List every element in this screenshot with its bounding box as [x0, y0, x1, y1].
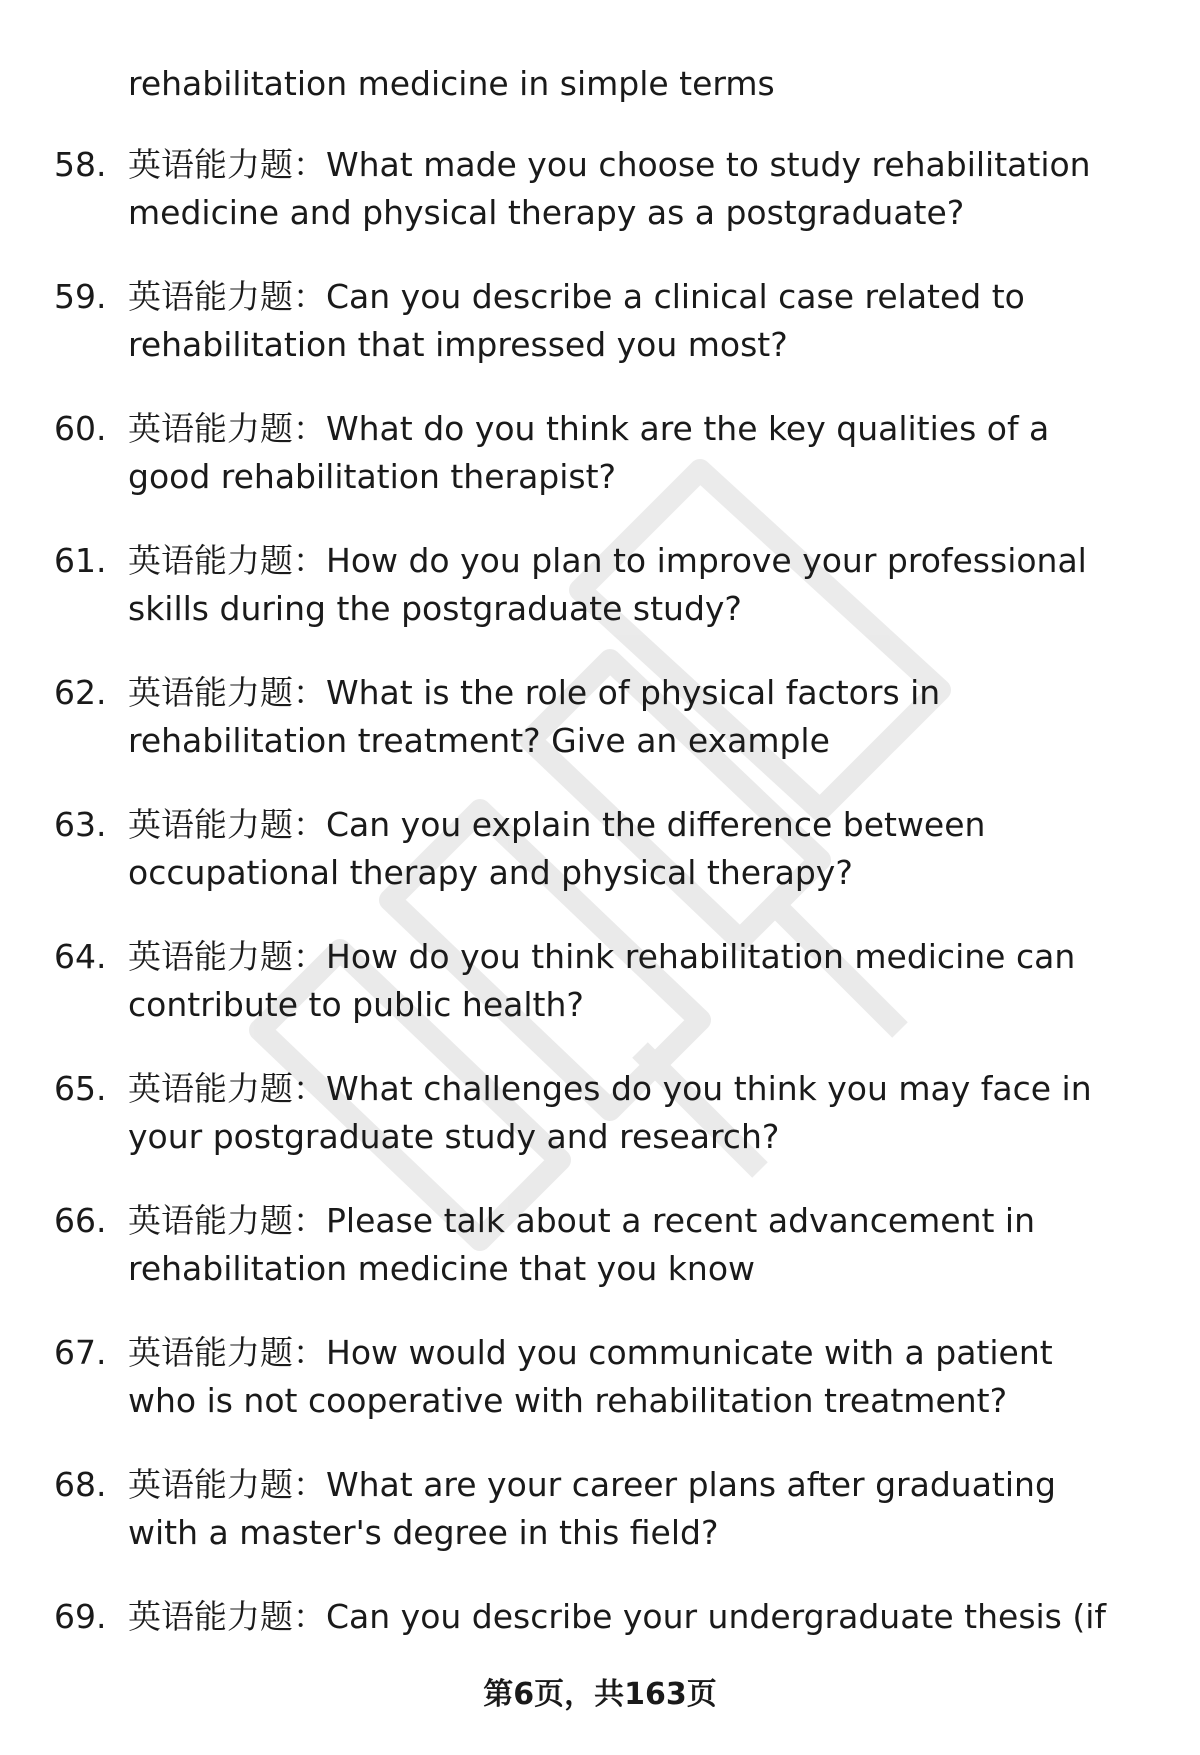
question-line-1: [128, 537, 1168, 585]
page-footer: 第6页，共163页: [483, 1677, 717, 1712]
question-number: 68.: [54, 1465, 107, 1504]
question-line-1-text: How do you think rehabilitation medicine can: [326, 937, 1076, 976]
question-line-2: medicine and physical therapy as a postgraduate?: [128, 193, 965, 232]
question-line-2: with a master's degree in this field?: [128, 1513, 719, 1552]
question-item: [0, 1197, 1200, 1329]
question-tag: 英语能力题：: [128, 673, 326, 712]
question-tag: 英语能力题：: [128, 1201, 326, 1240]
question-line-1: [128, 801, 1168, 849]
question-number: 62.: [54, 673, 107, 712]
question-line-2: skills during the postgraduate study?: [128, 589, 742, 628]
question-line-1: [128, 273, 1168, 321]
question-line-1: [128, 933, 1168, 981]
question-text: [128, 669, 1168, 765]
question-text: [128, 405, 1168, 501]
question-item: [0, 273, 1200, 405]
question-tag: 英语能力题：: [128, 1597, 326, 1636]
question-line-1: [128, 1593, 1168, 1641]
question-line-1-text: How would you communicate with a patient: [326, 1333, 1053, 1372]
question-line-1-text: What challenges do you think you may face in: [326, 1069, 1092, 1108]
question-item: [0, 933, 1200, 1065]
question-text: [128, 933, 1168, 1029]
question-line-1: [128, 1461, 1168, 1509]
question-text: [128, 1065, 1168, 1161]
question-line-1-text: What are your career plans after graduating: [326, 1465, 1056, 1504]
question-list: [0, 141, 1200, 1725]
question-number: 69.: [54, 1597, 107, 1636]
question-number: 67.: [54, 1333, 107, 1372]
question-line-1: [128, 1065, 1168, 1113]
question-line-1: [128, 1329, 1168, 1377]
question-number: 65.: [54, 1069, 107, 1108]
question-line-2: rehabilitation medicine that you know: [128, 1249, 756, 1288]
question-item: [0, 1461, 1200, 1593]
question-item: [0, 669, 1200, 801]
question-line-2: occupational therapy and physical therapy?: [128, 853, 853, 892]
question-text: [128, 1593, 1168, 1641]
question-item: [0, 141, 1200, 273]
question-line-2: who is not cooperative with rehabilitation treatment?: [128, 1381, 1008, 1420]
question-line-1-text: What made you choose to study rehabilitation: [326, 145, 1091, 184]
question-item: [0, 537, 1200, 669]
question-number: 64.: [54, 937, 107, 976]
question-line-1-text: What is the role of physical factors in: [326, 673, 941, 712]
question-line-1: [128, 669, 1168, 717]
question-line-2: good rehabilitation therapist?: [128, 457, 617, 496]
question-item: [0, 405, 1200, 537]
question-number: 60.: [54, 409, 107, 448]
question-item: [0, 1065, 1200, 1197]
question-text: [128, 273, 1168, 369]
question-line-1-text: Can you describe a clinical case related to: [326, 277, 1025, 316]
question-tag: 英语能力题：: [128, 1333, 326, 1372]
question-line-1-text: Can you explain the difference between: [326, 805, 986, 844]
question-text: [128, 1329, 1168, 1425]
question-number: 58.: [54, 145, 107, 184]
question-tag: 英语能力题：: [128, 1069, 326, 1108]
question-tag: 英语能力题：: [128, 1465, 326, 1504]
question-text: [128, 537, 1168, 633]
question-number: 63.: [54, 805, 107, 844]
question-text: [128, 141, 1168, 237]
question-text: [128, 1197, 1168, 1293]
question-number: 61.: [54, 541, 107, 580]
question-line-2: rehabilitation that impressed you most?: [128, 325, 788, 364]
question-tag: 英语能力题：: [128, 805, 326, 844]
question-line-1: [128, 1197, 1168, 1245]
question-text: [128, 1461, 1168, 1557]
question-number: 66.: [54, 1201, 107, 1240]
question-tag: 英语能力题：: [128, 937, 326, 976]
question-line-1-text: What do you think are the key qualities of a: [326, 409, 1050, 448]
question-tag: 英语能力题：: [128, 145, 326, 184]
question-tag: 英语能力题：: [128, 541, 326, 580]
question-line-1-text: How do you plan to improve your professional: [326, 541, 1087, 580]
question-line-1-text: Can you describe your undergraduate thesis (if: [326, 1597, 1107, 1636]
question-number: 59.: [54, 277, 107, 316]
question-text: [128, 801, 1168, 897]
question-line-1-text: Please talk about a recent advancement in: [326, 1201, 1036, 1240]
question-tag: 英语能力题：: [128, 409, 326, 448]
question-line-2: rehabilitation treatment? Give an example: [128, 721, 830, 760]
question-line-1: [128, 141, 1168, 189]
question-item: [0, 801, 1200, 933]
question-line-1: [128, 405, 1168, 453]
question-line-2: contribute to public health?: [128, 985, 584, 1024]
question-tag: 英语能力题：: [128, 277, 326, 316]
continued-text: rehabilitation medicine in simple terms: [128, 64, 775, 103]
question-line-2: your postgraduate study and research?: [128, 1117, 780, 1156]
question-item: [0, 1329, 1200, 1461]
